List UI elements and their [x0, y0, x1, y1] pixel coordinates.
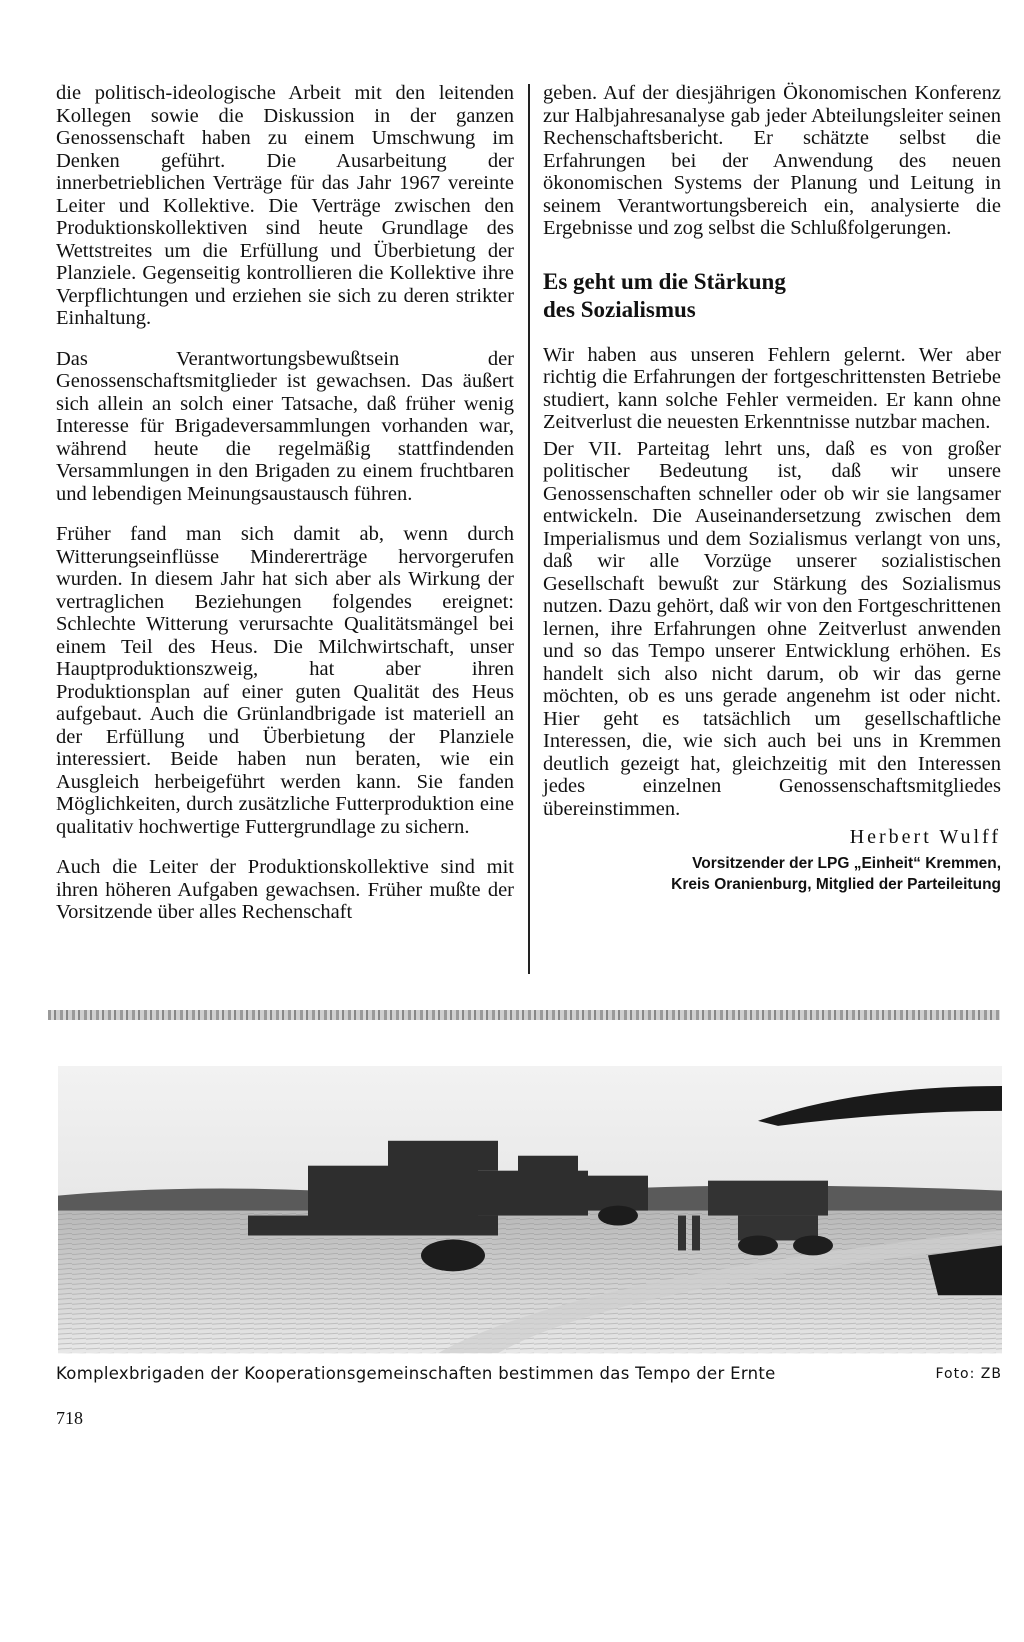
author-role — [543, 853, 1001, 895]
author-role-line-1: Vorsitzender der LPG „Einheit“ Kremmen, — [692, 854, 1001, 872]
right-intro-paragraph: geben. Auf der diesjährigen Ökonomischen Konferenz zur Halbjahresanalyse gab jeder Abteilungsleiter seinen Rechenschaftsbericht. Er schätzte selbst die Erfahrungen bei der Anwendung des neuen ökonomischen Systems der Planung und Leitung in seinem Verantwortungsbereich ein, analysierte die Ergebnisse und zog selbst die Schlußfolgerungen. — [543, 82, 1001, 239]
author-role-line-2: Kreis Oranienburg, Mitglied der Parteileitung — [671, 875, 1001, 893]
section-heading-line-2: des Sozialismus — [543, 296, 696, 322]
left-paragraph-4: Auch die Leiter der Produktionskollektive sind mit ihren höheren Aufgaben gewachsen. Früher mußte der Vorsitzende über alles Rechenschaft — [56, 856, 514, 923]
right-column — [543, 82, 1001, 895]
left-paragraph-2: Das Verantwortungsbewußtsein der Genossenschaftsmitglieder ist gewachsen. Das äußert sich allein an solch einer Tatsache, daß früher wenig Interesse für Brigadeversammlungen vorhanden war, während heute die regelmäßig stattfindenden Versammlungen in den Brigaden zu einem fruchtbaren und lebendigen Meinungsaustausch führen. — [56, 347, 514, 505]
column-divider — [528, 84, 530, 974]
page-number: 718 — [56, 1408, 83, 1428]
section-heading-line-1: Es geht um die Stärkung — [543, 268, 786, 294]
left-column — [56, 82, 514, 942]
author-name: Herbert Wulff — [849, 826, 1001, 848]
right-paragraph-2: Der VII. Parteitag lehrt uns, daß es von großer politischer Bedeutung ist, daß wir unsere Genossenschaften schneller oder ob wir sie langsamer entwickeln. Die Auseinandersetzung zwischen dem Imperialismus und dem Sozialismus verlangt von uns, daß wir alle Vorzüge unserer sozialistischen Gesellschaft bewußt zur Stärkung des Sozialismus nutzen. Dazu gehört, daß wir von den Fortgeschrittenen lernen, ihre Erfahrungen ohne Zeitverlust anwenden und so das Tempo unserer Entwicklung erhöhen. Es handelt sich also nicht darum, ob wir das gerne möchten, ob es uns gerade angenehm ist oder nicht. Hier geht es tatsächlich um gesellschaftliche Interessen, die, wie sich auch bei uns in Kremmen deutlich gezeigt hat, gleichzeitig mit den Interessen jedes einzelnen Genossenschaftsmitgliedes übereinstimmen. — [543, 437, 1001, 820]
left-paragraph-3: Früher fand man sich damit ab, wenn durch Witterungseinflüsse Mindererträge hervorgerufen wurden. In diesem Jahr hat sich aber als Wirkung der vertraglichen Beziehungen folgendes ereignet: Schlechte Witterung verursachte Qualitätsmängel bei einem Teil des Heus. Die Milchwirtschaft, unser Hauptproduktionszweig, hat aber ihren Produktionsplan auf einer guten Qualität des Heus aufgebaut. Auch die Grünlandbrigade ist materiell an der Erfüllung und Überbietung der Planziele interessiert. Beide haben nun beraten, wie ein Ausgleich herbeigeführt werden kann. Sie fanden Möglichkeiten, durch zusätzliche Futterproduktion eine qualitativ hochwertige Futtergrundlage zu sichern. — [56, 523, 514, 838]
photo-caption: Komplexbrigaden der Kooperationsgemeinschaften bestimmen das Tempo der Ernte — [56, 1364, 776, 1383]
decorative-strip — [48, 1010, 1000, 1020]
photo-credit: Foto: ZB — [935, 1366, 1002, 1382]
right-paragraph-1: Wir haben aus unseren Fehlern gelernt. Wer aber richtig die Erfahrungen der fortgeschrittensten Betriebe studiert, kann solche Fehler vermeiden. Er kann ohne Zeitverlust die neuesten Erkenntnisse nutzbar machen. — [543, 343, 1001, 433]
left-paragraph-1: die politisch-ideologische Arbeit mit den leitenden Kollegen sowie die Diskussion in der ganzen Genossenschaft haben zu einem Umschwung im Denken geführt. Die Ausarbeitung der innerbetrieblichen Verträge für das Jahr 1967 vereinte Leiter und Kollektive. Die Verträge zwischen den Produktionskollektiven sind heute Grundlage des Wettstreites um die Erfüllung und Überbietung der Planziele. Gegenseitig kontrollieren die Kollektive ihre Verpflichtungen und erziehen sie sich zu deren strikter Einhaltung. — [56, 82, 514, 329]
harvest-photo — [58, 1066, 1002, 1642]
section-heading — [543, 268, 1001, 324]
